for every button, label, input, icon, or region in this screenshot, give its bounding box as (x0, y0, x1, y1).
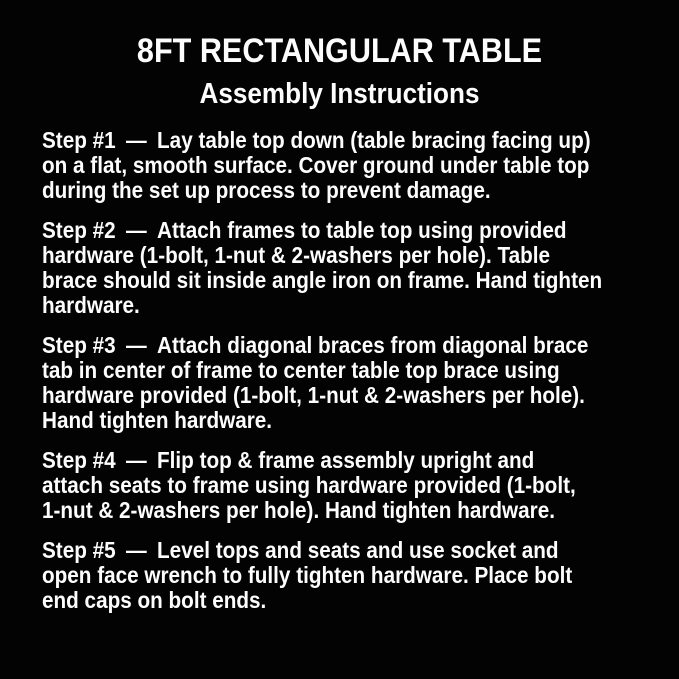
step-line: 1-nut & 2-washers per hole). Hand tighten hardware. (42, 497, 555, 523)
step-line: end caps on bolt ends. (42, 587, 267, 613)
step-line: Step #5 — Level tops and seats and use socket and (42, 537, 559, 563)
step-2-paragraph (42, 218, 615, 318)
step-line: hardware provided (1-bolt, 1-nut & 2-washers per hole). (42, 382, 585, 408)
step-line: Step #4 — Flip top & frame assembly upright and (42, 447, 535, 473)
page-subtitle: Assembly Instructions (199, 78, 480, 110)
page-title: 8FT RECTANGULAR TABLE (136, 32, 543, 70)
step-line: hardware. (42, 292, 140, 318)
steps-list (42, 128, 679, 613)
step-4-paragraph (42, 448, 615, 523)
step-line: Step #3 — Attach diagonal braces from diagonal brace (42, 332, 589, 358)
step-line: attach seats to frame using hardware provided (1-bolt, (42, 472, 576, 498)
step-5-paragraph (42, 538, 615, 613)
step-line: Hand tighten hardware. (42, 407, 273, 433)
step-line: brace should sit inside angle iron on frame. Hand tighten (42, 267, 603, 293)
header (0, 0, 679, 110)
step-line: during the set up process to prevent damage. (42, 177, 491, 203)
step-1-paragraph (42, 128, 615, 203)
step-line: on a flat, smooth surface. Cover ground under table top (42, 152, 590, 178)
step-line: hardware (1-bolt, 1-nut & 2-washers per hole). Table (42, 242, 551, 268)
step-line: Step #1 — Lay table top down (table bracing facing up) (42, 127, 591, 153)
step-3-paragraph (42, 333, 615, 433)
step-line: open face wrench to fully tighten hardware. Place bolt (42, 562, 573, 588)
step-line: tab in center of frame to center table top brace using (42, 357, 560, 383)
step-line: Step #2 — Attach frames to table top using provided (42, 217, 567, 243)
